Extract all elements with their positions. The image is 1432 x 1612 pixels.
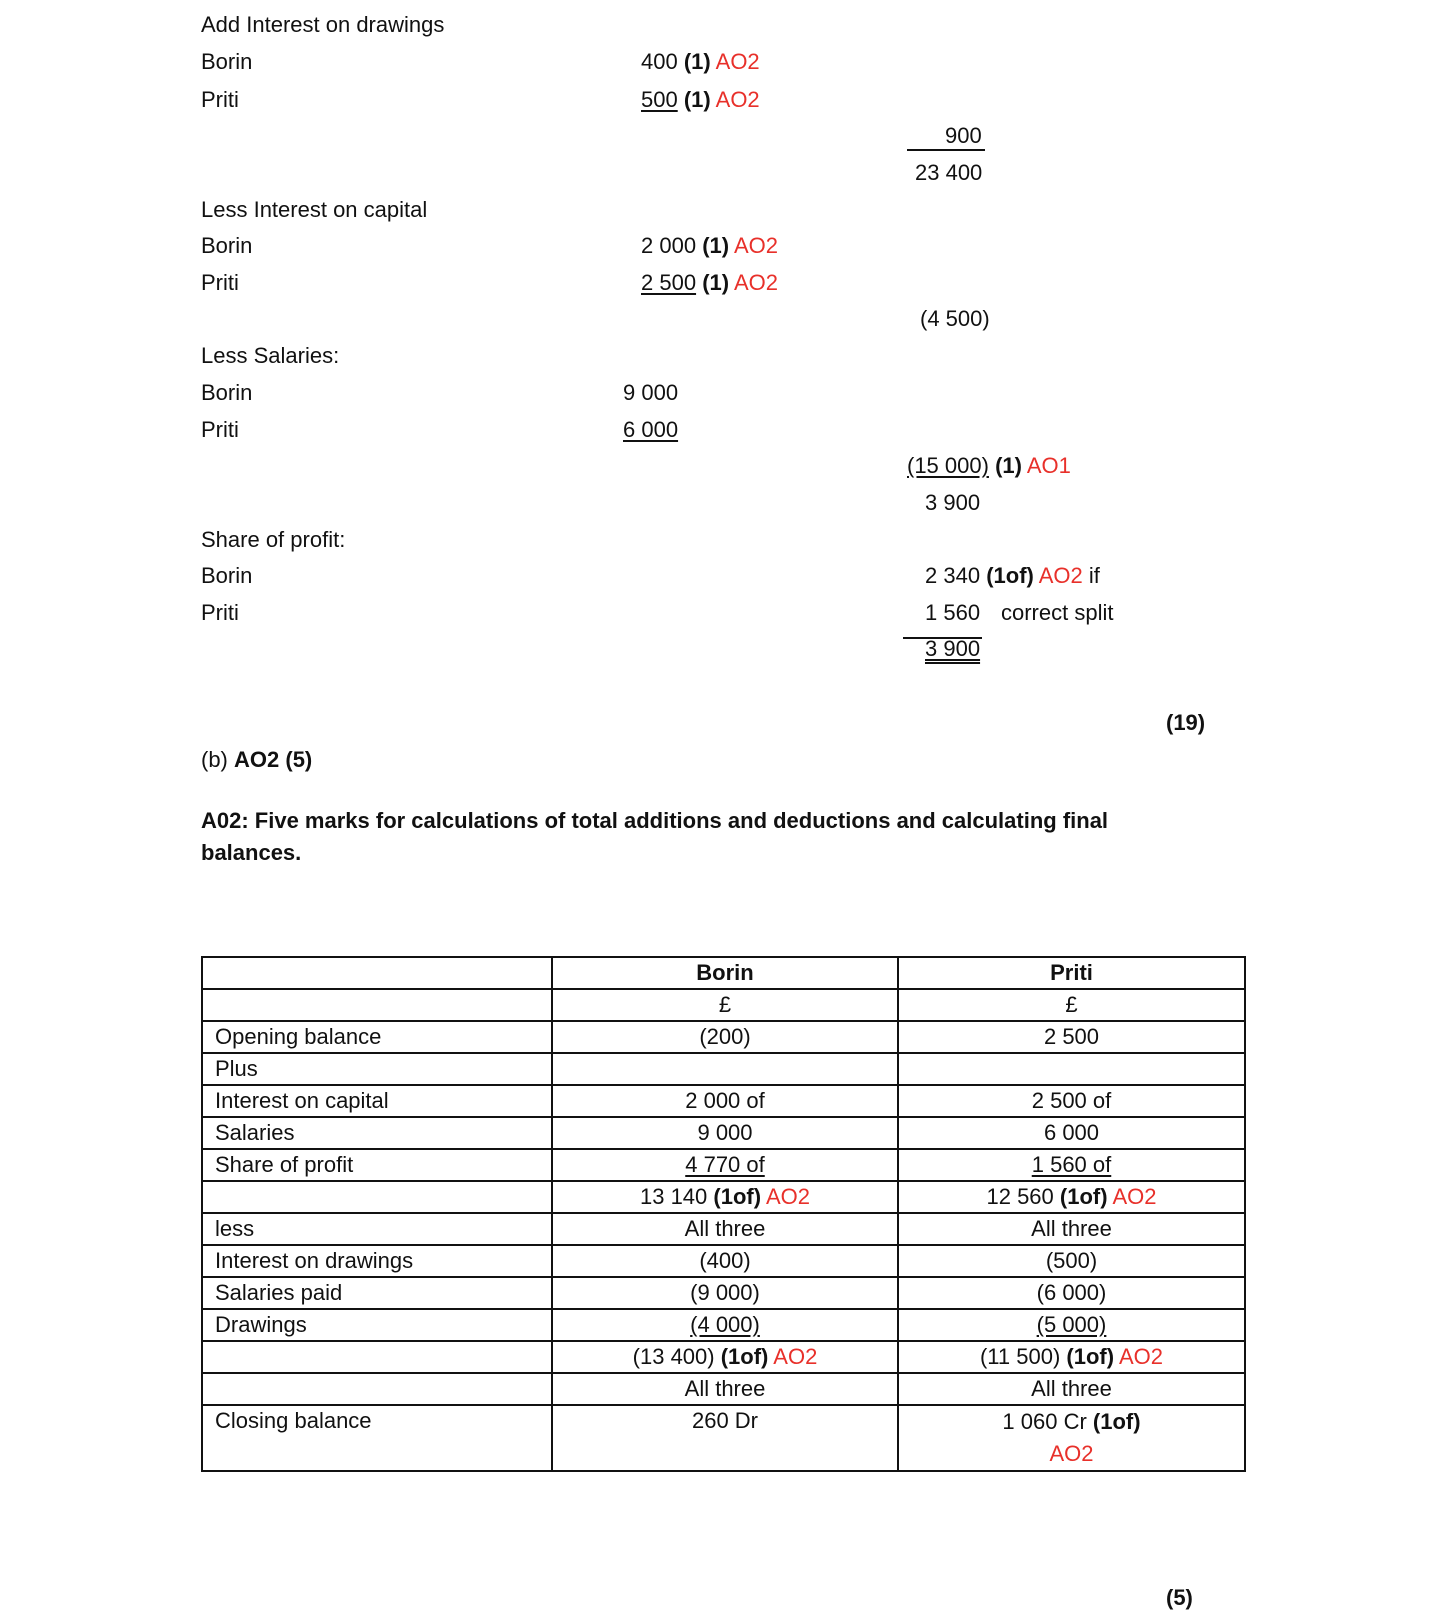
priti-cell: [898, 1181, 1245, 1213]
cell-text: 1 060 Cr: [1002, 1409, 1087, 1434]
mark: (1of): [713, 1184, 762, 1209]
mark: (1of): [720, 1344, 769, 1369]
value: 2 000: [641, 233, 697, 258]
priti-cell: [898, 1085, 1245, 1117]
cell-text: Interest on drawings: [215, 1248, 414, 1273]
borin-cell: [552, 1277, 898, 1309]
header-blank: [202, 957, 552, 989]
table-row: [202, 1245, 1245, 1277]
cell-text: 9 000: [697, 1120, 753, 1145]
priti-cell: [898, 1405, 1245, 1471]
sal-priti-label: Priti: [201, 417, 239, 442]
cell-text: Plus: [215, 1056, 258, 1081]
row-label: [202, 1117, 552, 1149]
header-borin: [552, 957, 898, 989]
mark: (1of): [1092, 1409, 1141, 1434]
part-b-total-marks: (5): [1166, 1585, 1193, 1610]
cell-text: Borin: [696, 960, 754, 985]
sal-total-entry: [907, 453, 1071, 479]
cell-text: All three: [1031, 1376, 1112, 1401]
table-row: [202, 1405, 1245, 1471]
header-priti: [898, 957, 1245, 989]
row-label: [202, 1277, 552, 1309]
table-row: [202, 1341, 1245, 1373]
share-note-split: correct split: [1001, 600, 1114, 625]
assessment-objective: AO2: [733, 233, 779, 258]
assessment-objective: AO2: [1118, 1344, 1164, 1369]
mark: (1): [683, 87, 711, 112]
cell-text: Opening balance: [215, 1024, 382, 1049]
priti-cell: [898, 1213, 1245, 1245]
cell-text: Closing balance: [215, 1408, 372, 1433]
part-a-total-marks: (19): [1166, 710, 1206, 735]
row-label: [202, 1053, 552, 1085]
cell-text: 2 000 of: [685, 1088, 765, 1113]
row-label: [202, 1213, 552, 1245]
table-row: [202, 1277, 1245, 1309]
cell-text: (6 000): [1036, 1280, 1107, 1305]
share-heading: Share of profit:: [201, 527, 346, 552]
cell-text: (4 000): [690, 1312, 760, 1337]
table-row: [202, 1117, 1245, 1149]
value: 400: [641, 49, 678, 74]
ioc-priti-entry: [641, 270, 778, 296]
capital-accounts-table: [201, 956, 1246, 1472]
sal-priti-value: 6 000: [623, 417, 679, 442]
cell-text: Priti: [1050, 960, 1093, 985]
table-row: [202, 1085, 1245, 1117]
borin-cell: [552, 1053, 898, 1085]
priti-cell: [898, 1309, 1245, 1341]
assessment-objective: AO2: [1049, 1441, 1094, 1466]
assessment-objective: AO2: [1112, 1184, 1157, 1209]
ioc-total: (4 500): [920, 306, 990, 331]
assessment-objective: AO2: [1038, 563, 1083, 588]
table-row: [202, 1373, 1245, 1405]
less-ioc-heading: Less Interest on capital: [201, 197, 428, 222]
assessment-objective: AO2: [733, 270, 779, 295]
less-salaries-heading: Less Salaries:: [201, 343, 340, 368]
cell-text: Drawings: [215, 1312, 307, 1337]
value: (15 000): [907, 453, 989, 478]
mark: (1of): [1059, 1184, 1108, 1209]
cell-text: (400): [699, 1248, 751, 1273]
borin-cell: [552, 1405, 898, 1471]
assessment-objective: AO2: [715, 87, 760, 112]
row-label: [202, 1181, 552, 1213]
row-label: [202, 1021, 552, 1053]
cell-text: All three: [684, 1376, 766, 1401]
running-total-1: 23 400: [915, 160, 983, 185]
table-row: [202, 1149, 1245, 1181]
cell-text: 2 500 of: [1031, 1088, 1112, 1113]
currency-borin: [552, 989, 898, 1021]
add-borin-entry: [641, 49, 760, 75]
sal-borin-value: 9 000: [623, 380, 679, 405]
borin-cell: [552, 1021, 898, 1053]
cell-text: (11 500): [979, 1344, 1061, 1369]
share-total: 3 900: [925, 636, 981, 661]
borin-cell: [552, 1213, 898, 1245]
assessment-objective: AO2: [715, 49, 760, 74]
table-row: [202, 1021, 1245, 1053]
priti-cell: [898, 1021, 1245, 1053]
cell-text: 12 560: [986, 1184, 1054, 1209]
total-rule: [907, 149, 985, 151]
cell-text: £: [1065, 992, 1078, 1017]
add-priti-label: Priti: [201, 87, 239, 112]
add-interest-heading: Add Interest on drawings: [201, 12, 445, 37]
borin-cell: [552, 1085, 898, 1117]
value: 2 340: [925, 563, 981, 588]
part-marks: AO2 (5): [234, 747, 313, 772]
mark: (1): [683, 49, 711, 74]
table-row: [202, 1213, 1245, 1245]
cell-text: All three: [1031, 1216, 1112, 1241]
row-label: [202, 1309, 552, 1341]
currency-blank: [202, 989, 552, 1021]
value: 2 500: [641, 270, 697, 295]
mark: (1): [702, 233, 730, 258]
cell-text: Salaries paid: [215, 1280, 343, 1305]
cell-text: Interest on capital: [215, 1088, 389, 1113]
priti-cell: [898, 1053, 1245, 1085]
sal-borin-label: Borin: [201, 380, 253, 405]
cell-text: (200): [699, 1024, 751, 1049]
row-label: [202, 1405, 552, 1471]
add-priti-entry: [641, 87, 760, 113]
cell-text: 1 560 of: [1031, 1152, 1112, 1177]
borin-cell: [552, 1149, 898, 1181]
priti-cell: [898, 1149, 1245, 1181]
borin-cell: [552, 1373, 898, 1405]
borin-cell: [552, 1341, 898, 1373]
cell-text: less: [215, 1216, 255, 1241]
priti-cell: [898, 1245, 1245, 1277]
row-label: [202, 1085, 552, 1117]
row-label: [202, 1341, 552, 1373]
mark: (1of): [1066, 1344, 1115, 1369]
table-header-row: [202, 957, 1245, 989]
cell-text: (9 000): [690, 1280, 760, 1305]
row-label: [202, 1149, 552, 1181]
mark: (1): [995, 453, 1022, 478]
borin-cell: [552, 1245, 898, 1277]
ioc-borin-label: Borin: [201, 233, 253, 258]
cell-text: 6 000: [1043, 1120, 1100, 1145]
table-row: [202, 1053, 1245, 1085]
assessment-objective: AO2: [765, 1184, 810, 1209]
cell-text: (13 400): [632, 1344, 715, 1369]
table-row: [202, 1181, 1245, 1213]
cell-text: 260 Dr: [691, 1408, 759, 1433]
row-label: [202, 1373, 552, 1405]
cell-text: (500): [1045, 1248, 1098, 1273]
share-priti-value: 1 560: [925, 600, 981, 625]
part-b-heading: [201, 747, 312, 773]
table-row: [202, 1309, 1245, 1341]
note: if: [1088, 563, 1100, 588]
cell-text: (5 000): [1036, 1312, 1107, 1337]
part-label: (b): [201, 747, 228, 772]
ioc-borin-entry: [641, 233, 778, 259]
share-borin-label: Borin: [201, 563, 253, 588]
running-total-2: 3 900: [925, 490, 981, 515]
cell-text: 13 140: [639, 1184, 708, 1209]
assessment-objective: AO2: [773, 1344, 818, 1369]
mark: (1): [702, 270, 730, 295]
cell-text: 2 500: [1043, 1024, 1100, 1049]
assessment-objective: AO1: [1026, 453, 1071, 478]
priti-cell: [898, 1373, 1245, 1405]
priti-cell: [898, 1341, 1245, 1373]
mark: (1of): [986, 563, 1034, 588]
currency-priti: [898, 989, 1245, 1021]
ioc-priti-label: Priti: [201, 270, 239, 295]
priti-cell: [898, 1277, 1245, 1309]
cell-text: Salaries: [215, 1120, 295, 1145]
cell-text: £: [718, 992, 732, 1017]
share-borin-entry: [925, 563, 1100, 589]
value: 500: [641, 87, 678, 112]
part-b-description: A02: Five marks for calculations of total additions and deductions and calculating final balances.: [201, 808, 1109, 865]
priti-cell: [898, 1117, 1245, 1149]
cell-text: All three: [684, 1216, 766, 1241]
add-total: 900: [945, 123, 982, 148]
table-currency-row: [202, 989, 1245, 1021]
add-borin-label: Borin: [201, 49, 253, 74]
cell-text: 4 770 of: [685, 1152, 765, 1177]
borin-cell: [552, 1181, 898, 1213]
row-label: [202, 1245, 552, 1277]
share-priti-label: Priti: [201, 600, 239, 625]
borin-cell: [552, 1117, 898, 1149]
borin-cell: [552, 1309, 898, 1341]
cell-text: Share of profit: [215, 1152, 354, 1177]
